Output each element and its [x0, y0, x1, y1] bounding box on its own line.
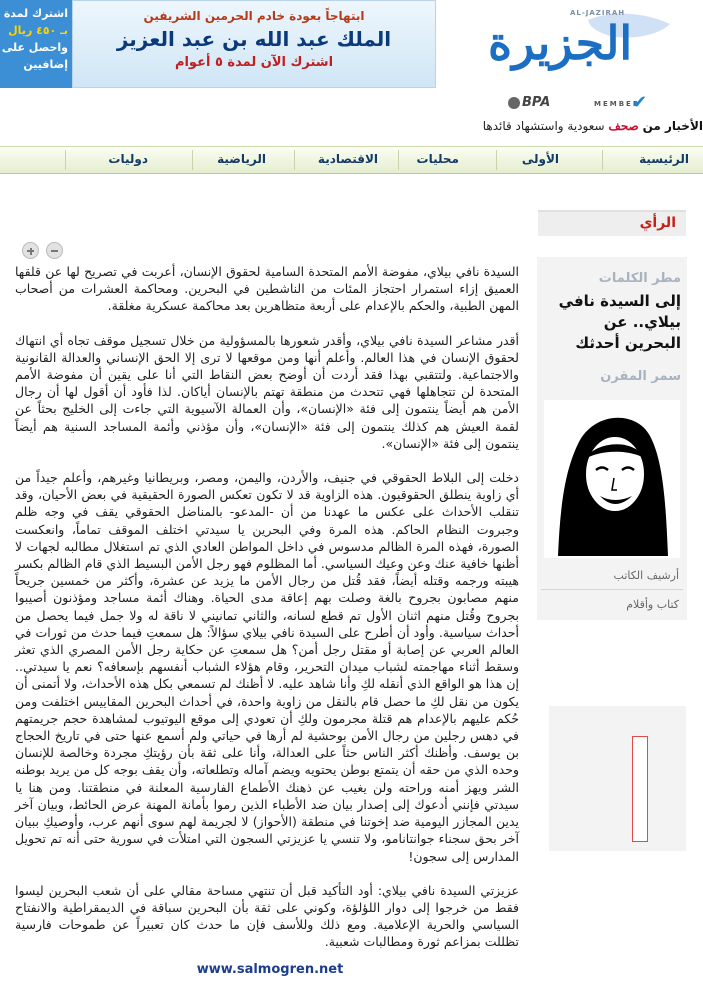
author-website-link[interactable]: www.salmogren.net [196, 962, 344, 977]
side-ad-line3: واحصل على [1, 41, 68, 54]
side-ad-price: بـ ٤٥٠ ريال [8, 24, 68, 37]
ticker-headline[interactable]: سعودية واستشهاد قائدها [482, 119, 605, 133]
zoom-out-icon[interactable] [46, 242, 63, 259]
nav-item-front-page[interactable]: الأولى [521, 152, 559, 166]
banner-line3: اشترك الآن لمدة ٥ أعوام [174, 55, 334, 70]
nav-item-local[interactable]: محليات [416, 152, 459, 166]
section-header [538, 210, 686, 236]
zoom-in-icon[interactable] [22, 242, 39, 259]
writers-link[interactable]: كتاب وأقلام [626, 598, 679, 611]
side-ad-line4: إضافيين [23, 58, 68, 71]
bpa-member-text: MEMBER [594, 100, 641, 108]
nav-item-economy[interactable]: الاقتصادية [317, 152, 378, 166]
bpa-logo-icon [508, 97, 520, 109]
author-portrait [544, 400, 680, 558]
site-header [0, 0, 703, 95]
ticker-source-label: الأخبار من [642, 119, 703, 133]
ad-placeholder [549, 706, 686, 851]
nav-divider [65, 150, 66, 170]
ticker-brand: صحف [608, 119, 639, 133]
subscription-banner[interactable] [72, 0, 436, 88]
article-paragraph: عزيزتي السيدة نافي بيلاي: أود التأكيد قبل أن تنتهي مساحة مقالي على أن شعب البحرين ليسوا فقط من خرجوا إلى دوار اللؤلؤة، وكوني على ثقة بأن البحرين سباقة في الديمقراطية والانفتاح السياسي والحرية الإعلامية. ومع ذلك وللأسف فإن ما حدث كان تعبيراً عن طموحات فارسية تظللت بمزاعم ثورة ومطالبات شعبية. [15, 882, 519, 950]
check-icon: ✔ [632, 92, 648, 113]
nav-divider [398, 150, 399, 170]
nav-item-sports[interactable]: الرياضية [217, 152, 266, 166]
article-title: إلى السيدة نافي بيلاي.. عن البحرين أحدثك [558, 292, 681, 352]
nav-divider [496, 150, 497, 170]
news-ticker[interactable] [455, 119, 703, 139]
article-paragraph: دخلت إلى البلاط الحقوقي في جنيف، والأردن، واليمن، ومصر، وبريطانيا وغيرهم، وأعلم جيداً من أي زاوية ينطلق الحقوقيون. هذه الزاوية قد لا تكون تعكس الصورة الحقيقية في بعض الأحيان، وقد تنقلب الأحداث على عكس ما عهدنا من أن -المدعو- بالمناضل الحقوقي يقف في وجه ظلم وجبروت النظام الحاكم. هذه المرة وفي البحرين يا سيدتي اختلف الموقف تماماً، وانعكست الصورة، فهذه المرة الظالم مدسوس في داخل المواطن العادي الذي تم استغلال مطالبه لجهات لا أظنها خافية عنك وعن وعيك السياسي. أما المظلوم فهو رجل الأمن البسيط الذي قام الظالم بكسر هيبته ورجمه وقتله أيضاً، فقد قُتل من رجال الأمن ما يزيد عن عشرة، وأكثر من خمسين جريحاً منهم مصابون بجروح بالغة وصلت بهم إعاقة مدى الحياة. وهناك أئمة مساجد ومؤذنون أصيبوا بجروح وقُتل منهم اثنان الأول تم قطع لسانه، والثاني تمانيني لا ناقة له ولا جمل فيما يحصل من أحداث سياسية. وأود أن أطرح على السيدة نافي بيلاي سؤالاً: هل سمعتِ فيما حدث من ثورات في العالم العربي عن إصابة أو مقتل رجل أمن؟ هل سمعتِ عن حكاية رجل الأمن المصري الذي تعثر وسقط أثناء مهاجمته لشباب ميدان التحرير، وقام هؤلاء الشباب أنفسهم بإسعافه؟ نعم يا سيدتي.. إن هذا هو الواقع الذي أنقله لكِ وأنا شاهد عليه. لا أظنك لم تسمعي بكل هذه الأحداث، ولا أتمنى أن يكون من نقل لكِ ما حصل قام بالنقل من زاوية واحدة، في أحداث البحرين المقاييس اختلفت ومن حُكم عليهم بالإعدام هم قتلة مجرمون ولكِ أن تعودي إلى موقع اليوتيوب لمشاهدة حجم جريمتهم في دهس رجلين من رجال الأمن بوحشية لم أرها في حياتي ولم أسمع عنها حتى في تاريخ الحجاج بن يوسف. وأظنك أكثر الناس حثاً على العدالة، وأنا على ثقة بأن رؤيتكِ مجردة وخالصة للإنسان وحده الذي من حقه أن يتمتع بوطن يحتويه ويضم آماله وتطلعاته، وأن يقف بوجه كل من يريد بوطنه الشر ويهز أمنه وراحته ولن يغيب عن ذهنك الأطماع الفارسية المعلنة في منطقتنا. ومن هنا يا سيدتي فإنني أدعوك إلى إصدار بيان ضد الأطباء الذين رموا بأمانة المهنة عرض الحائط، وبيان آخر يدين المجازر اليومية ضد إخوتنا في منطقة (الأحواز) لا لجريمة لهم سوى أنهم عرب، وأوصيكِ ببيان آخر بحق سجناء جوانتانامو، ولا تنسي يا عزيزتي السجون التي امتلأت في سورية حتى أنه تم تحويل المدارس إلى سجون! [14, 470, 519, 864]
logo-english-text: AL-JAZIRAH [570, 9, 626, 17]
banner-line1: ابتهاجاً بعودة خادم الحرمين الشريفين [143, 9, 365, 23]
sidebar-divider [541, 589, 683, 590]
author-portrait-drawing [544, 400, 680, 558]
section-title: الرأي [639, 215, 676, 231]
nav-item-international[interactable]: دوليات [108, 152, 148, 166]
logo-arabic-text: الجزيرة [488, 16, 633, 70]
author-name: سمر المقرن [600, 369, 681, 384]
nav-divider [294, 150, 295, 170]
article-paragraph: أقدر مشاعر السيدة نافي بيلاي، وأقدر شعورها بالمسؤولية من خلال تسجيل موقف تجاه أي انتهاك لحقوق الإنسان في هذا العالم. وأعلم أنها ومن موقعها لا ترى إلا الحق الإنساني والعدالة القانونية والاجتماعية. ولتتقبي بهذا فقد أردت أن أوضح بعض النقاط التي أنا على يقين أن مفوضة الأمم المتحدة لن تتجاهلها فهي تتحدث من منطقة تهتم بالإنسان أياكان. لذا فأود أن أقول لها أن رجال الأمن هم أيضاً ينتمون إلى فئة «الإنسان»، وأن العمالة الآسيوية التي جاءت إلى الخليج بحثاً عن لقمة العيش هم كذلك ينتمون إلى فئة «الإنسان»، وأن مؤذني وأئمة المساجد السنية هم أيضاً ينتمون إلى فئة «الإنسان». [15, 332, 519, 451]
main-nav [0, 146, 703, 174]
article-paragraph: السيدة نافي بيلاي، مفوضة الأمم المتحدة السامية لحقوق الإنسان، أعربت في تصريح لها عن قلقها العميق إزاء استمرار احتجاز المئات من الناشطين في البحرين. ومحاكمة العشرات من أصحاب المهن الطبية، والحكم بالإعدام على أربعة متظاهرين بعد محاكمة عسكرية مغلقة. [15, 264, 519, 314]
nav-item-home[interactable]: الرئيسية [639, 152, 689, 166]
bpa-member-badge [500, 92, 700, 115]
nav-divider [192, 150, 193, 170]
banner-line2: الملك عبد الله بن عبد العزيز [116, 27, 392, 51]
site-logo[interactable] [470, 2, 695, 90]
author-archive-link[interactable]: أرشيف الكاتب [613, 569, 679, 582]
column-series-name: مطر الكلمات [598, 271, 681, 286]
article-body [15, 263, 519, 968]
nav-divider [602, 150, 603, 170]
side-ad-line1: اشترك لمدة [3, 7, 68, 20]
author-sidebar [537, 257, 687, 620]
subscription-side-ad[interactable] [0, 0, 72, 88]
bpa-text: BPA [522, 95, 551, 110]
ad-frame[interactable] [632, 736, 648, 842]
